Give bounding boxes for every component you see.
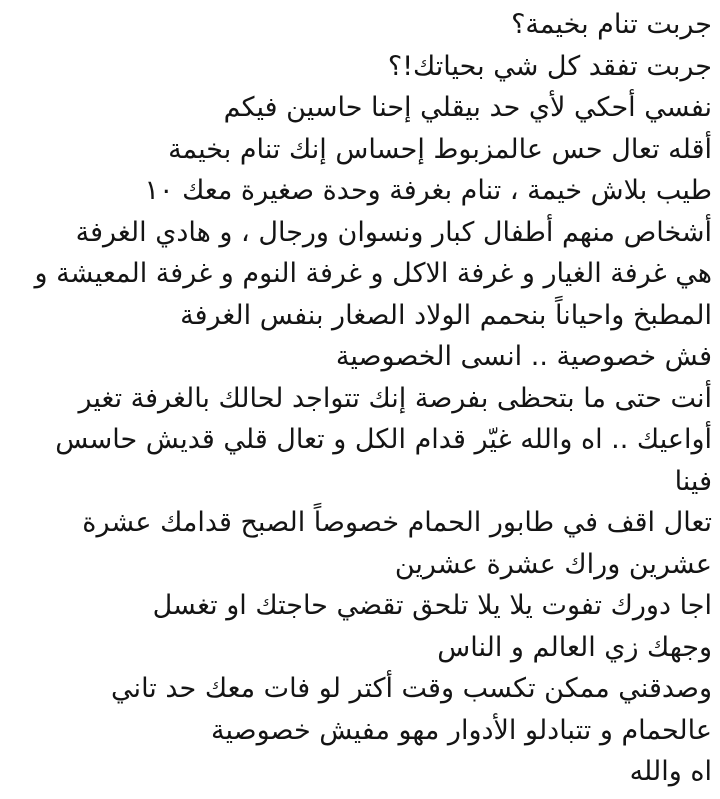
text-line: أقله تعال حس عالمزبوط إحساس إنك تنام بخيمة bbox=[168, 133, 712, 165]
text-line: أواعيك .. اه والله غيّر قدام الكل و تعال قلي قديش حاسس bbox=[55, 424, 712, 455]
text-line: وصدقني ممكن تكسب وقت أكتر لو فات معك حد تاني bbox=[111, 673, 712, 704]
text-line: عالحمام و تتبادلو الأدوار مهو مفيش خصوصية bbox=[211, 714, 712, 746]
text-line: فينا bbox=[674, 465, 712, 497]
text-line: اه والله bbox=[629, 756, 712, 787]
text-line: طيب بلاش خيمة ، تنام بغرفة وحدة صغيرة معك ١٠ bbox=[144, 175, 712, 206]
text-line: المطبخ واحياناً بنحمم الولاد الصغار بنفس الغرفة bbox=[180, 299, 712, 331]
text-line: اجا دورك تفوت يلا يلا تلحق تقضي حاجتك او تغسل bbox=[152, 590, 712, 621]
text-line: جربت تنام بخيمة؟ bbox=[511, 9, 712, 40]
text-line: وجهك زي العالم و الناس bbox=[437, 631, 712, 663]
text-line: جربت تفقد كل شي بحياتك!؟ bbox=[387, 50, 712, 82]
text-line: عشرين وراك عشرة عشرين bbox=[394, 548, 712, 580]
text-line: فش خصوصية .. انسى الخصوصية bbox=[335, 341, 712, 372]
text-line: أشخاص منهم أطفال كبار ونسوان ورجال ، و هادي الغرفة bbox=[75, 216, 712, 248]
text-line: هي غرفة الغيار و غرفة الاكل و غرفة النوم و غرفة المعيشة و bbox=[34, 258, 712, 289]
text-line: أنت حتى ما بتحظى بفرصة إنك تتواجد لحالك بالغرفة تغير bbox=[78, 382, 712, 414]
post-text bbox=[6, 4, 712, 793]
text-line: تعال اقف في طابور الحمام خصوصاً الصبح قدامك عشرة bbox=[82, 507, 712, 538]
text-line: نفسي أحكي لأي حد بيقلي إحنا حاسين فيكم bbox=[223, 92, 712, 123]
